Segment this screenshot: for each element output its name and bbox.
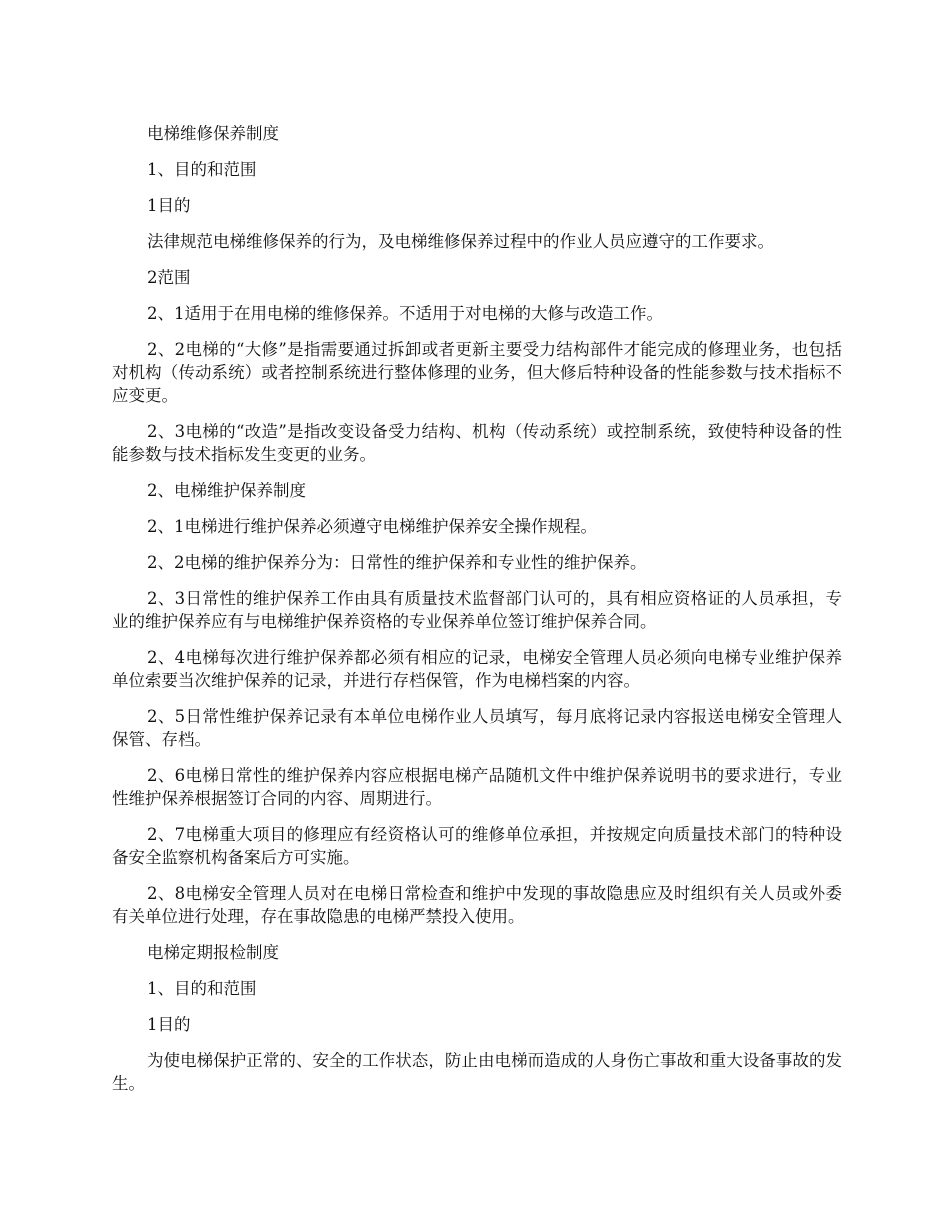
body-paragraph: 为使电梯保护正常的、安全的工作状态，防止由电梯而造成的人身伤亡事故和重大设备事故的发生。 [112,1051,842,1093]
clause-paragraph: 2、7电梯重大项目的修理应有经资格认可的维修单位承担，并按规定向质量技术部门的特种设备安全监察机构备案后方可实施。 [112,825,842,867]
clause-paragraph: 2、2电梯的维护保养分为：日常性的维护保养和专业性的维护保养。 [147,553,647,572]
clause-paragraph: 2、6电梯日常性的维护保养内容应根据电梯产品随机文件中维护保养说明书的要求进行，专业性维护保养根据签订合同的内容、周期进行。 [112,766,842,808]
clause-paragraph: 2、1电梯进行维护保养必须遵守电梯维护保养安全操作规程。 [147,517,597,536]
clause-paragraph: 2、4电梯每次进行维护保养都必须有相应的记录，电梯安全管理人员必须向电梯专业维护保养单位索要当次维护保养的记录，并进行存档保管，作为电梯档案的内容。 [112,648,842,690]
clause-paragraph: 2、5日常性维护保养记录有本单位电梯作业人员填写，每月底将记录内容报送电梯安全管理人保管、存档。 [112,707,842,749]
subsection-heading: 1目的 [147,196,191,215]
section-title: 电梯维修保养制度 [147,124,279,143]
section-heading: 1、目的和范围 [147,160,257,179]
section-heading: 1、目的和范围 [147,979,257,998]
clause-paragraph: 2、3电梯的“改造”是指改变设备受力结构、机构（传动系统）或控制系统，致使特种设备的性能参数与技术指标发生变更的业务。 [112,422,842,464]
document-body [112,122,842,1108]
clause-paragraph: 2、3日常性的维护保养工作由具有质量技术监督部门认可的，具有相应资格证的人员承担，专业的维护保养应有与电梯维护保养资格的专业保养单位签订维护保养合同。 [112,589,842,631]
clause-paragraph: 2、1适用于在用电梯的维修保养。不适用于对电梯的大修与改造工作。 [147,304,663,323]
subsection-heading: 1目的 [147,1015,191,1034]
section-title: 电梯定期报检制度 [147,943,279,962]
subsection-heading: 2范围 [147,268,191,287]
clause-paragraph: 2、8电梯安全管理人员对在电梯日常检查和维护中发现的事故隐患应及时组织有关人员或外委有关单位进行处理，存在事故隐患的电梯严禁投入使用。 [112,884,842,926]
body-paragraph: 法律规范电梯维修保养的行为，及电梯维修保养过程中的作业人员应遵守的工作要求。 [147,232,774,251]
clause-paragraph: 2、2电梯的“大修”是指需要通过拆卸或者更新主要受力结构部件才能完成的修理业务，也包括对机构（传动系统）或者控制系统进行整体修理的业务，但大修后特种设备的性能参数与技术指标不应变更。 [112,340,842,405]
section-heading: 2、电梯维护保养制度 [147,481,306,500]
